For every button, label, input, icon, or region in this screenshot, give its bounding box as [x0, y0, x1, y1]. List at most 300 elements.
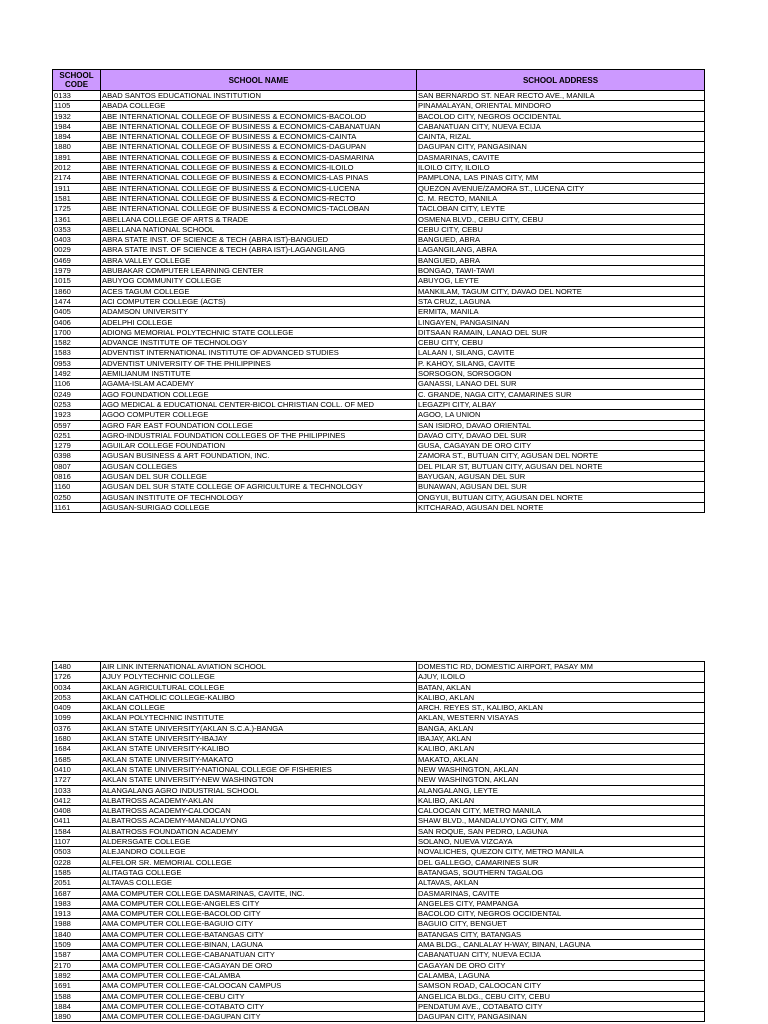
school-address-cell: C. M. RECTO, MANILA	[417, 193, 705, 203]
school-address-cell: DEL PILAR ST, BUTUAN CITY, AGUSAN DEL NORTE	[417, 461, 705, 471]
school-address-cell: ZAMORA ST., BUTUAN CITY, AGUSAN DEL NORTE	[417, 451, 705, 461]
school-code-cell: 1480	[53, 662, 101, 672]
school-address-cell: CEBU CITY, CEBU	[417, 338, 705, 348]
table-row	[53, 338, 705, 348]
school-code-cell: 0408	[53, 806, 101, 816]
school-name-cell: ABELLANA COLLEGE OF ARTS & TRADE	[101, 214, 417, 224]
school-address-cell: SAN BERNARDO ST. NEAR RECTO AVE., MANILA	[417, 91, 705, 101]
table-row	[53, 224, 705, 234]
school-address-cell: DASMARINAS, CAVITE	[417, 888, 705, 898]
table-row	[53, 266, 705, 276]
school-name-cell: AGUSAN DEL SUR STATE COLLEGE OF AGRICULTURE & TECHNOLOGY	[101, 482, 417, 492]
school-code-cell: 1361	[53, 214, 101, 224]
school-address-cell: DAVAO CITY, DAVAO DEL SUR	[417, 430, 705, 440]
school-code-cell: 1911	[53, 183, 101, 193]
school-name-cell: AJUY POLYTECHNIC COLLEGE	[101, 672, 417, 682]
table-row	[53, 142, 705, 152]
school-name-cell: AGUSAN BUSINESS & ART FOUNDATION, INC.	[101, 451, 417, 461]
school-name-cell: AKLAN STATE UNIVERSITY-NEW WASHINGTON	[101, 775, 417, 785]
table-row	[53, 482, 705, 492]
school-code-cell: 1587	[53, 950, 101, 960]
school-code-cell: 0398	[53, 451, 101, 461]
table-row	[53, 441, 705, 451]
school-code-cell: 1890	[53, 1012, 101, 1022]
school-name-cell: AGO MEDICAL & EDUCATIONAL CENTER-BICOL CHRISTIAN COLL. OF MED	[101, 399, 417, 409]
school-code-cell: 1840	[53, 929, 101, 939]
school-code-cell: 1700	[53, 327, 101, 337]
school-name-cell: ABAD SANTOS EDUCATIONAL INSTITUTION	[101, 91, 417, 101]
school-address-cell: CABANATUAN CITY, NUEVA ECIJA	[417, 121, 705, 131]
table-row	[53, 235, 705, 245]
school-address-cell: DAGUPAN CITY, PANGASINAN	[417, 1012, 705, 1022]
school-code-cell: 1099	[53, 713, 101, 723]
school-address-cell: STA CRUZ, LAGUNA	[417, 296, 705, 306]
school-address-cell: CALAMBA, LAGUNA	[417, 970, 705, 980]
school-address-cell: ILOILO CITY, ILOILO	[417, 163, 705, 173]
table-row	[53, 214, 705, 224]
school-code-cell: 1015	[53, 276, 101, 286]
school-code-cell: 1584	[53, 826, 101, 836]
school-name-cell: AGRO FAR EAST FOUNDATION COLLEGE	[101, 420, 417, 430]
table-row	[53, 960, 705, 970]
school-code-cell: 1105	[53, 101, 101, 111]
school-code-cell: 1894	[53, 132, 101, 142]
school-name-cell: ADVENTIST INTERNATIONAL INSTITUTE OF ADVANCED STUDIES	[101, 348, 417, 358]
school-name-cell: AGUSAN COLLEGES	[101, 461, 417, 471]
school-code-cell: 0034	[53, 682, 101, 692]
school-name-cell: ADAMSON UNIVERSITY	[101, 307, 417, 317]
table-row	[53, 121, 705, 131]
school-address-cell: ANGELES CITY, PAMPANGA	[417, 898, 705, 908]
school-address-cell: NEW WASHINGTON, AKLAN	[417, 764, 705, 774]
school-code-cell: 0029	[53, 245, 101, 255]
school-code-cell: 0253	[53, 399, 101, 409]
school-address-cell: BONGAO, TAWI-TAWI	[417, 266, 705, 276]
school-address-cell: BATANGAS, SOUTHERN TAGALOG	[417, 867, 705, 877]
school-address-cell: BUNAWAN, AGUSAN DEL SUR	[417, 482, 705, 492]
school-address-cell: KITCHARAO, AGUSAN DEL NORTE	[417, 502, 705, 512]
table-row	[53, 132, 705, 142]
school-name-cell: ACI COMPUTER COLLEGE (ACTS)	[101, 296, 417, 306]
school-code-cell: 1160	[53, 482, 101, 492]
school-address-cell: GUSA, CAGAYAN DE ORO CITY	[417, 441, 705, 451]
school-name-cell: ALANGALANG AGRO INDUSTRIAL SCHOOL	[101, 785, 417, 795]
school-code-cell: 0953	[53, 358, 101, 368]
school-name-cell: ADIONG MEMORIAL POLYTECHNIC STATE COLLEGE	[101, 327, 417, 337]
table-row	[53, 878, 705, 888]
school-address-cell: ONGYUI, BUTUAN CITY, AGUSAN DEL NORTE	[417, 492, 705, 502]
school-address-cell: SAN ROQUE, SAN PEDRO, LAGUNA	[417, 826, 705, 836]
school-address-cell: CEBU CITY, CEBU	[417, 224, 705, 234]
school-code-cell: 1106	[53, 379, 101, 389]
table-row	[53, 492, 705, 502]
school-address-cell: SOLANO, NUEVA VIZCAYA	[417, 837, 705, 847]
school-name-cell: ABRA STATE INST. OF SCIENCE & TECH (ABRA IST)-BANGUED	[101, 235, 417, 245]
school-code-cell: 0405	[53, 307, 101, 317]
school-name-cell: ALBATROSS ACADEMY-AKLAN	[101, 795, 417, 805]
school-name-cell: AKLAN STATE UNIVERSITY-IBAJAY	[101, 734, 417, 744]
school-address-cell: BATAN, AKLAN	[417, 682, 705, 692]
school-name-cell: ABE INTERNATIONAL COLLEGE OF BUSINESS & ECONOMICS-BACOLOD	[101, 111, 417, 121]
school-code-cell: 0412	[53, 795, 101, 805]
school-name-cell: AMA COMPUTER COLLEGE-CEBU CITY	[101, 991, 417, 1001]
school-code-cell: 1033	[53, 785, 101, 795]
school-address-cell: ERMITA, MANILA	[417, 307, 705, 317]
school-address-cell: BAYUGAN, AGUSAN DEL SUR	[417, 471, 705, 481]
table-row	[53, 775, 705, 785]
school-name-cell: ALBATROSS ACADEMY-MANDALUYONG	[101, 816, 417, 826]
school-address-cell: AJUY, ILOILO	[417, 672, 705, 682]
school-code-cell: 1509	[53, 940, 101, 950]
school-code-cell: 1727	[53, 775, 101, 785]
school-code-cell: 1581	[53, 193, 101, 203]
school-code-cell: 2174	[53, 173, 101, 183]
table-row	[53, 502, 705, 512]
table-row	[53, 369, 705, 379]
table-row	[53, 1012, 705, 1022]
school-name-cell: ABADA COLLEGE	[101, 101, 417, 111]
table-row	[53, 672, 705, 682]
table-row	[53, 296, 705, 306]
table-row	[53, 950, 705, 960]
table-row	[53, 389, 705, 399]
school-code-cell: 0228	[53, 857, 101, 867]
school-name-cell: ABRA VALLEY COLLEGE	[101, 255, 417, 265]
school-name-cell: AMA COMPUTER COLLEGE-BAGUIO CITY	[101, 919, 417, 929]
school-address-cell: SAMSON ROAD, CALOOCAN CITY	[417, 981, 705, 991]
school-code-cell: 1492	[53, 369, 101, 379]
school-address-cell: DOMESTIC RD, DOMESTIC AIRPORT, PASAY MM	[417, 662, 705, 672]
school-name-cell: AKLAN POLYTECHNIC INSTITUTE	[101, 713, 417, 723]
school-code-cell: 1161	[53, 502, 101, 512]
school-code-cell: 0353	[53, 224, 101, 234]
table-row	[53, 970, 705, 980]
school-name-cell: ALBATROSS ACADEMY-CALOOCAN	[101, 806, 417, 816]
school-name-cell: AEMILIANUM INSTITUTE	[101, 369, 417, 379]
table-row	[53, 940, 705, 950]
school-name-cell: AMA COMPUTER COLLEGE-COTABATO CITY	[101, 1001, 417, 1011]
school-address-cell: SAN ISIDRO, DAVAO ORIENTAL	[417, 420, 705, 430]
table-row	[53, 152, 705, 162]
school-code-cell: 0409	[53, 703, 101, 713]
table-row	[53, 410, 705, 420]
school-code-cell: 1583	[53, 348, 101, 358]
school-code-cell: 1279	[53, 441, 101, 451]
school-name-cell: ALFELOR SR. MEMORIAL COLLEGE	[101, 857, 417, 867]
header-row	[53, 70, 705, 91]
school-name-cell: ACES TAGUM COLLEGE	[101, 286, 417, 296]
table-row	[53, 867, 705, 877]
school-address-cell: BAGUIO CITY, BENGUET	[417, 919, 705, 929]
school-name-cell: AKLAN AGRICULTURAL COLLEGE	[101, 682, 417, 692]
table-row	[53, 909, 705, 919]
school-address-cell: DEL GALLEGO, CAMARINES SUR	[417, 857, 705, 867]
table-row	[53, 662, 705, 672]
school-code-cell: 2051	[53, 878, 101, 888]
school-code-cell: 2053	[53, 692, 101, 702]
school-address-cell: C. GRANDE, NAGA CITY, CAMARINES SUR	[417, 389, 705, 399]
school-code-cell: 2170	[53, 960, 101, 970]
school-address-cell: PAMPLONA, LAS PINAS CITY, MM	[417, 173, 705, 183]
school-code-cell: 0816	[53, 471, 101, 481]
school-code-cell: 0249	[53, 389, 101, 399]
table-row	[53, 847, 705, 857]
header-school-code: SCHOOL CODE	[53, 70, 101, 91]
school-name-cell: AGUSAN-SURIGAO COLLEGE	[101, 502, 417, 512]
school-address-cell: DAGUPAN CITY, PANGASINAN	[417, 142, 705, 152]
school-name-cell: AGUSAN INSTITUTE OF TECHNOLOGY	[101, 492, 417, 502]
table-row	[53, 173, 705, 183]
school-address-cell: LINGAYEN, PANGASINAN	[417, 317, 705, 327]
school-name-cell: AGUSAN DEL SUR COLLEGE	[101, 471, 417, 481]
school-name-cell: AMA COMPUTER COLLEGE-BINAN, LAGUNA	[101, 940, 417, 950]
school-name-cell: ADVENTIST UNIVERSITY OF THE PHILIPPINES	[101, 358, 417, 368]
table-row	[53, 785, 705, 795]
school-name-cell: ABE INTERNATIONAL COLLEGE OF BUSINESS & ECONOMICS-RECTO	[101, 193, 417, 203]
table-row	[53, 713, 705, 723]
school-address-cell: ANGELICA BLDG., CEBU CITY, CEBU	[417, 991, 705, 1001]
table-row	[53, 471, 705, 481]
school-address-cell: IBAJAY, AKLAN	[417, 734, 705, 744]
table-row	[53, 898, 705, 908]
school-name-cell: AMA COMPUTER COLLEGE-CABANATUAN CITY	[101, 950, 417, 960]
school-address-cell: KALIBO, AKLAN	[417, 692, 705, 702]
school-address-cell: QUEZON AVENUE/ZAMORA ST., LUCENA CITY	[417, 183, 705, 193]
school-name-cell: AKLAN STATE UNIVERSITY-KALIBO	[101, 744, 417, 754]
table-row	[53, 1001, 705, 1011]
school-name-cell: ABE INTERNATIONAL COLLEGE OF BUSINESS & ECONOMICS-CABANATUAN	[101, 121, 417, 131]
school-code-cell: 0376	[53, 723, 101, 733]
school-code-cell: 0503	[53, 847, 101, 857]
table-row	[53, 101, 705, 111]
table-row	[53, 795, 705, 805]
table-row	[53, 888, 705, 898]
school-address-cell: CAINTA, RIZAL	[417, 132, 705, 142]
table-row	[53, 981, 705, 991]
table-row	[53, 692, 705, 702]
school-code-cell: 0469	[53, 255, 101, 265]
school-code-cell: 0403	[53, 235, 101, 245]
table-row	[53, 358, 705, 368]
school-name-cell: AGO FOUNDATION COLLEGE	[101, 389, 417, 399]
school-address-cell: NOVALICHES, QUEZON CITY, METRO MANILA	[417, 847, 705, 857]
school-code-cell: 2012	[53, 163, 101, 173]
school-code-cell: 1107	[53, 837, 101, 847]
school-code-cell: 0597	[53, 420, 101, 430]
school-code-cell: 1685	[53, 754, 101, 764]
school-name-cell: ALDERSGATE COLLEGE	[101, 837, 417, 847]
school-address-cell: LAGANGILANG, ABRA	[417, 245, 705, 255]
school-address-cell: BANGA, AKLAN	[417, 723, 705, 733]
school-code-cell: 1983	[53, 898, 101, 908]
school-code-cell: 1913	[53, 909, 101, 919]
school-name-cell: AMA COMPUTER COLLEGE-ANGELES CITY	[101, 898, 417, 908]
table-row	[53, 204, 705, 214]
table-row	[53, 754, 705, 764]
school-name-cell: ADELPHI COLLEGE	[101, 317, 417, 327]
table-row	[53, 430, 705, 440]
school-name-cell: AGAMA-ISLAM ACADEMY	[101, 379, 417, 389]
table-row	[53, 420, 705, 430]
school-address-cell: GANASSI, LANAO DEL SUR	[417, 379, 705, 389]
school-name-cell: AKLAN STATE UNIVERSITY-MAKATO	[101, 754, 417, 764]
school-address-cell: ALTAVAS, AKLAN	[417, 878, 705, 888]
table-row	[53, 682, 705, 692]
school-code-cell: 0406	[53, 317, 101, 327]
school-address-cell: BACOLOD CITY, NEGROS OCCIDENTAL	[417, 111, 705, 121]
school-address-cell: MANKILAM, TAGUM CITY, DAVAO DEL NORTE	[417, 286, 705, 296]
school-code-cell: 1884	[53, 1001, 101, 1011]
school-name-cell: ABELLANA NATIONAL SCHOOL	[101, 224, 417, 234]
school-name-cell: ABE INTERNATIONAL COLLEGE OF BUSINESS & ECONOMICS-TACLOBAN	[101, 204, 417, 214]
school-code-cell: 1932	[53, 111, 101, 121]
table-row	[53, 317, 705, 327]
table-row	[53, 806, 705, 816]
school-name-cell: AKLAN STATE UNIVERSITY(AKLAN S.C.A.)-BANGA	[101, 723, 417, 733]
school-name-cell: ABE INTERNATIONAL COLLEGE OF BUSINESS & ECONOMICS-CAINTA	[101, 132, 417, 142]
table-row	[53, 276, 705, 286]
table-row	[53, 183, 705, 193]
school-address-cell: PINAMALAYAN, ORIENTAL MINDORO	[417, 101, 705, 111]
school-name-cell: AMA COMPUTER COLLEGE-CAGAYAN DE ORO	[101, 960, 417, 970]
school-address-cell: CALOOCAN CITY, METRO MANILA	[417, 806, 705, 816]
table-row	[53, 857, 705, 867]
table-row	[53, 255, 705, 265]
table-row	[53, 826, 705, 836]
table-row	[53, 461, 705, 471]
school-address-cell: CAGAYAN DE ORO CITY	[417, 960, 705, 970]
school-name-cell: AGOO COMPUTER COLLEGE	[101, 410, 417, 420]
school-code-cell: 1860	[53, 286, 101, 296]
school-address-cell: PENDATUM AVE., COTABATO CITY	[417, 1001, 705, 1011]
table-row	[53, 245, 705, 255]
school-address-cell: BACOLOD CITY, NEGROS OCCIDENTAL	[417, 909, 705, 919]
school-address-cell: ALANGALANG, LEYTE	[417, 785, 705, 795]
school-address-cell: ABUYOG, LEYTE	[417, 276, 705, 286]
school-code-cell: 1474	[53, 296, 101, 306]
school-name-cell: ALBATROSS FOUNDATION ACADEMY	[101, 826, 417, 836]
school-code-cell: 1892	[53, 970, 101, 980]
school-name-cell: ABE INTERNATIONAL COLLEGE OF BUSINESS & ECONOMICS-DASMARINA	[101, 152, 417, 162]
school-address-cell: LALAAN I, SILANG, CAVITE	[417, 348, 705, 358]
school-name-cell: AMA COMPUTER COLLEGE-BACOLOD CITY	[101, 909, 417, 919]
school-code-cell: 1585	[53, 867, 101, 877]
school-name-cell: AMA COMPUTER COLLEGE DASMARINAS, CAVITE, INC.	[101, 888, 417, 898]
table-row	[53, 91, 705, 101]
table-row	[53, 399, 705, 409]
table-row	[53, 379, 705, 389]
table-row	[53, 703, 705, 713]
school-name-cell: AIR LINK INTERNATIONAL AVIATION SCHOOL	[101, 662, 417, 672]
table-row	[53, 451, 705, 461]
school-code-cell: 0411	[53, 816, 101, 826]
school-address-cell: BANGUED, ABRA	[417, 235, 705, 245]
school-address-cell: BANGUED, ABRA	[417, 255, 705, 265]
school-address-cell: DASMARINAS, CAVITE	[417, 152, 705, 162]
school-address-cell: P. KAHOY, SILANG, CAVITE	[417, 358, 705, 368]
school-code-cell: 1588	[53, 991, 101, 1001]
school-name-cell: ABE INTERNATIONAL COLLEGE OF BUSINESS & ECONOMICS-LUCENA	[101, 183, 417, 193]
school-code-cell: 0410	[53, 764, 101, 774]
table-row	[53, 307, 705, 317]
table-row	[53, 734, 705, 744]
school-address-cell: AMA BLDG., CANLALAY H-WAY, BINAN, LAGUNA	[417, 940, 705, 950]
school-code-cell: 0250	[53, 492, 101, 502]
school-code-cell: 1979	[53, 266, 101, 276]
school-address-cell: NEW WASHINGTON, AKLAN	[417, 775, 705, 785]
table-row	[53, 723, 705, 733]
school-code-cell: 0251	[53, 430, 101, 440]
table-row	[53, 744, 705, 754]
school-address-cell: LEGAZPI CITY, ALBAY	[417, 399, 705, 409]
school-address-cell: KALIBO, AKLAN	[417, 795, 705, 805]
school-address-cell: MAKATO, AKLAN	[417, 754, 705, 764]
school-code-cell: 1582	[53, 338, 101, 348]
school-code-cell: 1684	[53, 744, 101, 754]
school-code-cell: 1988	[53, 919, 101, 929]
school-name-cell: AGUILAR COLLEGE FOUNDATION	[101, 441, 417, 451]
table-row	[53, 764, 705, 774]
table-row	[53, 837, 705, 847]
table-row	[53, 163, 705, 173]
table-row	[53, 919, 705, 929]
school-address-cell: TACLOBAN CITY, LEYTE	[417, 204, 705, 214]
school-address-cell: OSMENA BLVD., CEBU CITY, CEBU	[417, 214, 705, 224]
school-name-cell: ABE INTERNATIONAL COLLEGE OF BUSINESS & ECONOMICS-DAGUPAN	[101, 142, 417, 152]
table-row	[53, 327, 705, 337]
table-row	[53, 816, 705, 826]
school-address-cell: SHAW BLVD., MANDALUYONG CITY, MM	[417, 816, 705, 826]
school-name-cell: AMA COMPUTER COLLEGE-CALAMBA	[101, 970, 417, 980]
table-row	[53, 929, 705, 939]
school-name-cell: ALITAGTAG COLLEGE	[101, 867, 417, 877]
school-name-cell: AKLAN STATE UNIVERSITY-NATIONAL COLLEGE OF FISHERIES	[101, 764, 417, 774]
school-name-cell: ALTAVAS COLLEGE	[101, 878, 417, 888]
school-address-cell: CABANATUAN CITY, NUEVA ECIJA	[417, 950, 705, 960]
school-code-cell: 1923	[53, 410, 101, 420]
school-code-cell: 1691	[53, 981, 101, 991]
school-code-cell: 1880	[53, 142, 101, 152]
school-name-cell: ABUBAKAR COMPUTER LEARNING CENTER	[101, 266, 417, 276]
school-name-cell: ADVANCE INSTITUTE OF TECHNOLOGY	[101, 338, 417, 348]
school-address-cell: BATANGAS CITY, BATANGAS	[417, 929, 705, 939]
school-name-cell: AMA COMPUTER COLLEGE-CALOOCAN CAMPUS	[101, 981, 417, 991]
school-code-cell: 1725	[53, 204, 101, 214]
school-code-cell: 1891	[53, 152, 101, 162]
school-address-cell: ARCH. REYES ST., KALIBO, AKLAN	[417, 703, 705, 713]
table-row	[53, 111, 705, 121]
school-address-cell: AGOO, LA UNION	[417, 410, 705, 420]
table-row	[53, 348, 705, 358]
school-name-cell: AKLAN CATHOLIC COLLEGE-KALIBO	[101, 692, 417, 702]
school-code-cell: 0807	[53, 461, 101, 471]
school-address-cell: SORSOGON, SORSOGON	[417, 369, 705, 379]
school-code-cell: 1726	[53, 672, 101, 682]
school-code-cell: 1687	[53, 888, 101, 898]
table-row	[53, 286, 705, 296]
school-name-cell: ABE INTERNATIONAL COLLEGE OF BUSINESS & ECONOMICS-LAS PINAS	[101, 173, 417, 183]
school-name-cell: ABUYOG COMMUNITY COLLEGE	[101, 276, 417, 286]
school-name-cell: AMA COMPUTER COLLEGE-DAGUPAN CITY	[101, 1012, 417, 1022]
school-address-cell: KALIBO, AKLAN	[417, 744, 705, 754]
table-row	[53, 193, 705, 203]
header-school-address: SCHOOL ADDRESS	[417, 70, 705, 91]
school-name-cell: AKLAN COLLEGE	[101, 703, 417, 713]
school-table-bottom	[52, 661, 705, 1022]
school-address-cell: AKLAN, WESTERN VISAYAS	[417, 713, 705, 723]
header-school-name: SCHOOL NAME	[101, 70, 417, 91]
school-table-top	[52, 69, 705, 513]
